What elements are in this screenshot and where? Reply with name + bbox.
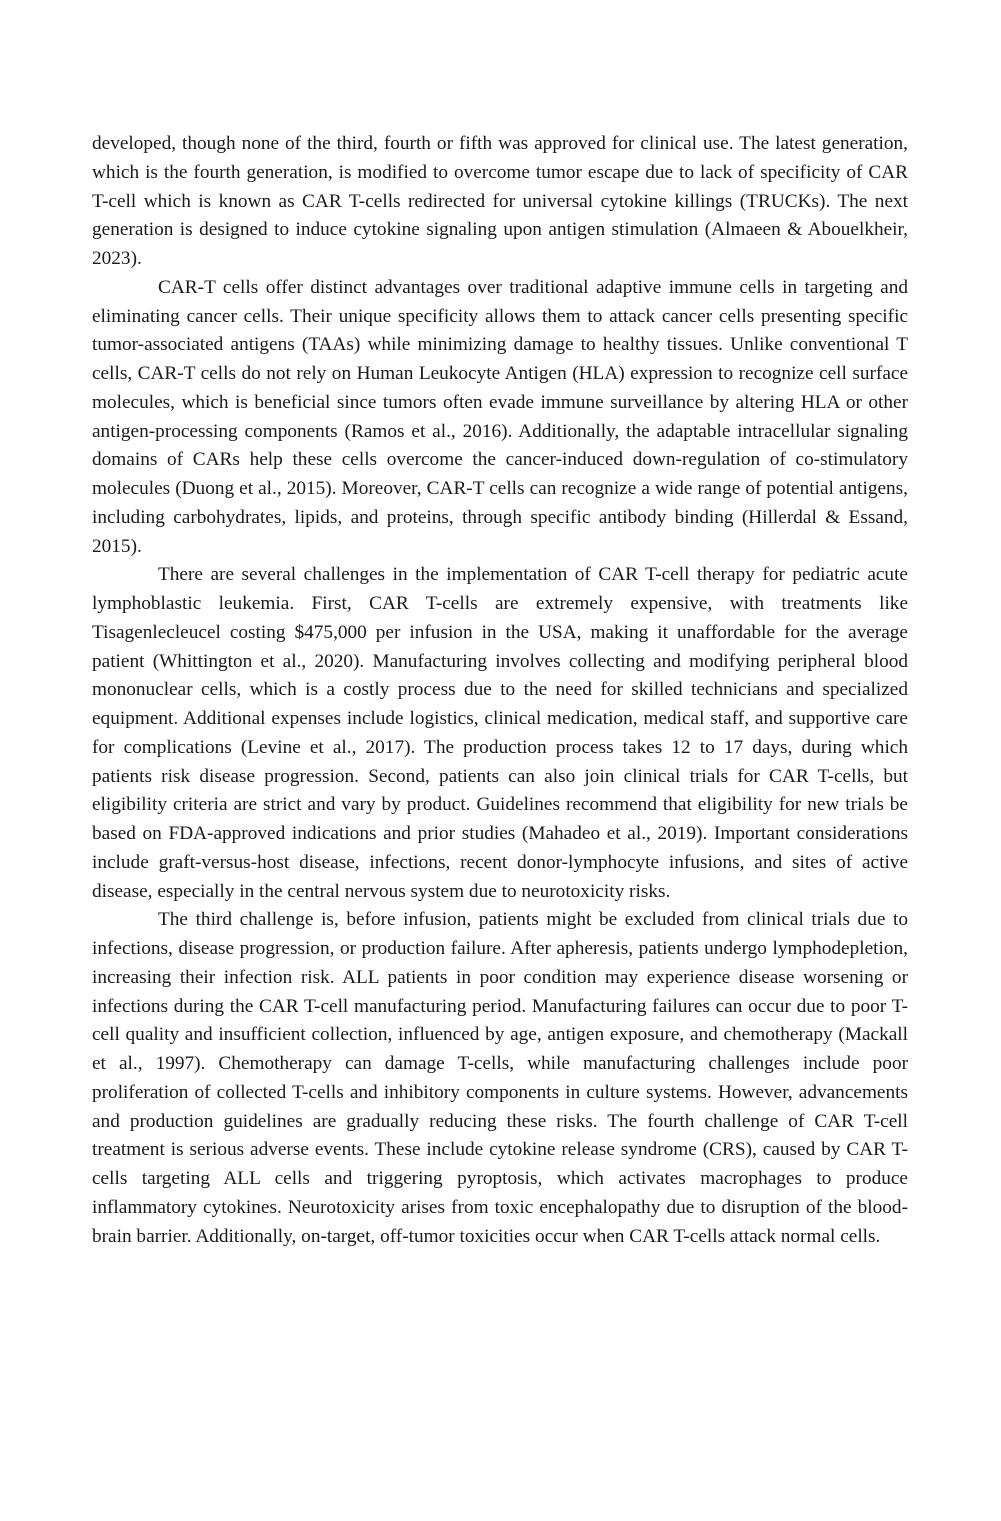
- paragraph-car-t-advantages: CAR-T cells offer distinct advantages over traditional adaptive immune cells in targeting and eliminating cancer cells. Their unique specificity allows them to attack cancer cells presenting specific tumor-associated antigens (TAAs) while minimizing damage to healthy tissues. Unlike conventional T cells, CAR-T cells do not rely on Human Leukocyte Antigen (HLA) expression to recognize cell surface molecules, which is beneficial since tumors often evade immune surveillance by altering HLA or other antigen-processing components (Ramos et al., 2016). Additionally, the adaptable intracellular signaling domains of CARs help these cells overcome the cancer-induced down-regulation of co-stimulatory molecules (Duong et al., 2015). Moreover, CAR-T cells can recognize a wide range of potential antigens, including carbohydrates, lipids, and proteins, through specific antibody binding (Hillerdal & Essand, 2015).: [92, 276, 908, 557]
- paragraph-car-t-generations: developed, though none of the third, fourth or fifth was approved for clinical use. The latest generation, which is the fourth generation, is modified to overcome tumor escape due to lack of specificity of CAR T-cell which is known as CAR T-cells redirected for universal cytokine killings (TRUCKs). The next generation is designed to induce cytokine signaling upon antigen stimulation (Almaeen & Abouelkheir, 2023).: [92, 133, 908, 269]
- document-page: [92, 130, 908, 1251]
- paragraph-third-fourth-challenges: The third challenge is, before infusion, patients might be excluded from clinical trials due to infections, disease progression, or production failure. After apheresis, patients undergo lymphodepletion, increasing their infection risk. ALL patients in poor condition may experience disease worsening or infections during the CAR T-cell manufacturing period. Manufacturing failures can occur due to poor T-cell quality and insufficient collection, influenced by age, antigen exposure, and chemotherapy (Mackall et al., 1997). Chemotherapy can damage T-cells, while manufacturing challenges include poor proliferation of collected T-cells and inhibitory components in culture systems. However, advancements and production guidelines are gradually reducing these risks. The fourth challenge of CAR T-cell treatment is serious adverse events. These include cytokine release syndrome (CRS), caused by CAR T-cells targeting ALL cells and triggering pyroptosis, which activates macrophages to produce inflammatory cytokines. Neurotoxicity arises from toxic encephalopathy due to disruption of the blood-brain barrier. Additionally, on-target, off-tumor toxicities occur when CAR T-cells attack normal cells.: [92, 909, 908, 1247]
- paragraph-implementation-challenges: There are several challenges in the implementation of CAR T-cell therapy for pediatric acute lymphoblastic leukemia. First, CAR T-cells are extremely expensive, with treatments like Tisagenlecleucel costing $475,000 per infusion in the USA, making it unaffordable for the average patient (Whittington et al., 2020). Manufacturing involves collecting and modifying peripheral blood mononuclear cells, which is a costly process due to the need for skilled technicians and specialized equipment. Additional expenses include logistics, clinical medication, medical staff, and supportive care for complications (Levine et al., 2017). The production process takes 12 to 17 days, during which patients risk disease progression. Second, patients can also join clinical trials for CAR T-cells, but eligibility criteria are strict and vary by product. Guidelines recommend that eligibility for new trials be based on FDA-approved indications and prior studies (Mahadeo et al., 2019). Important considerations include graft-versus-host disease, infections, recent donor-lymphocyte infusions, and sites of active disease, especially in the central nervous system due to neurotoxicity risks.: [92, 564, 908, 902]
